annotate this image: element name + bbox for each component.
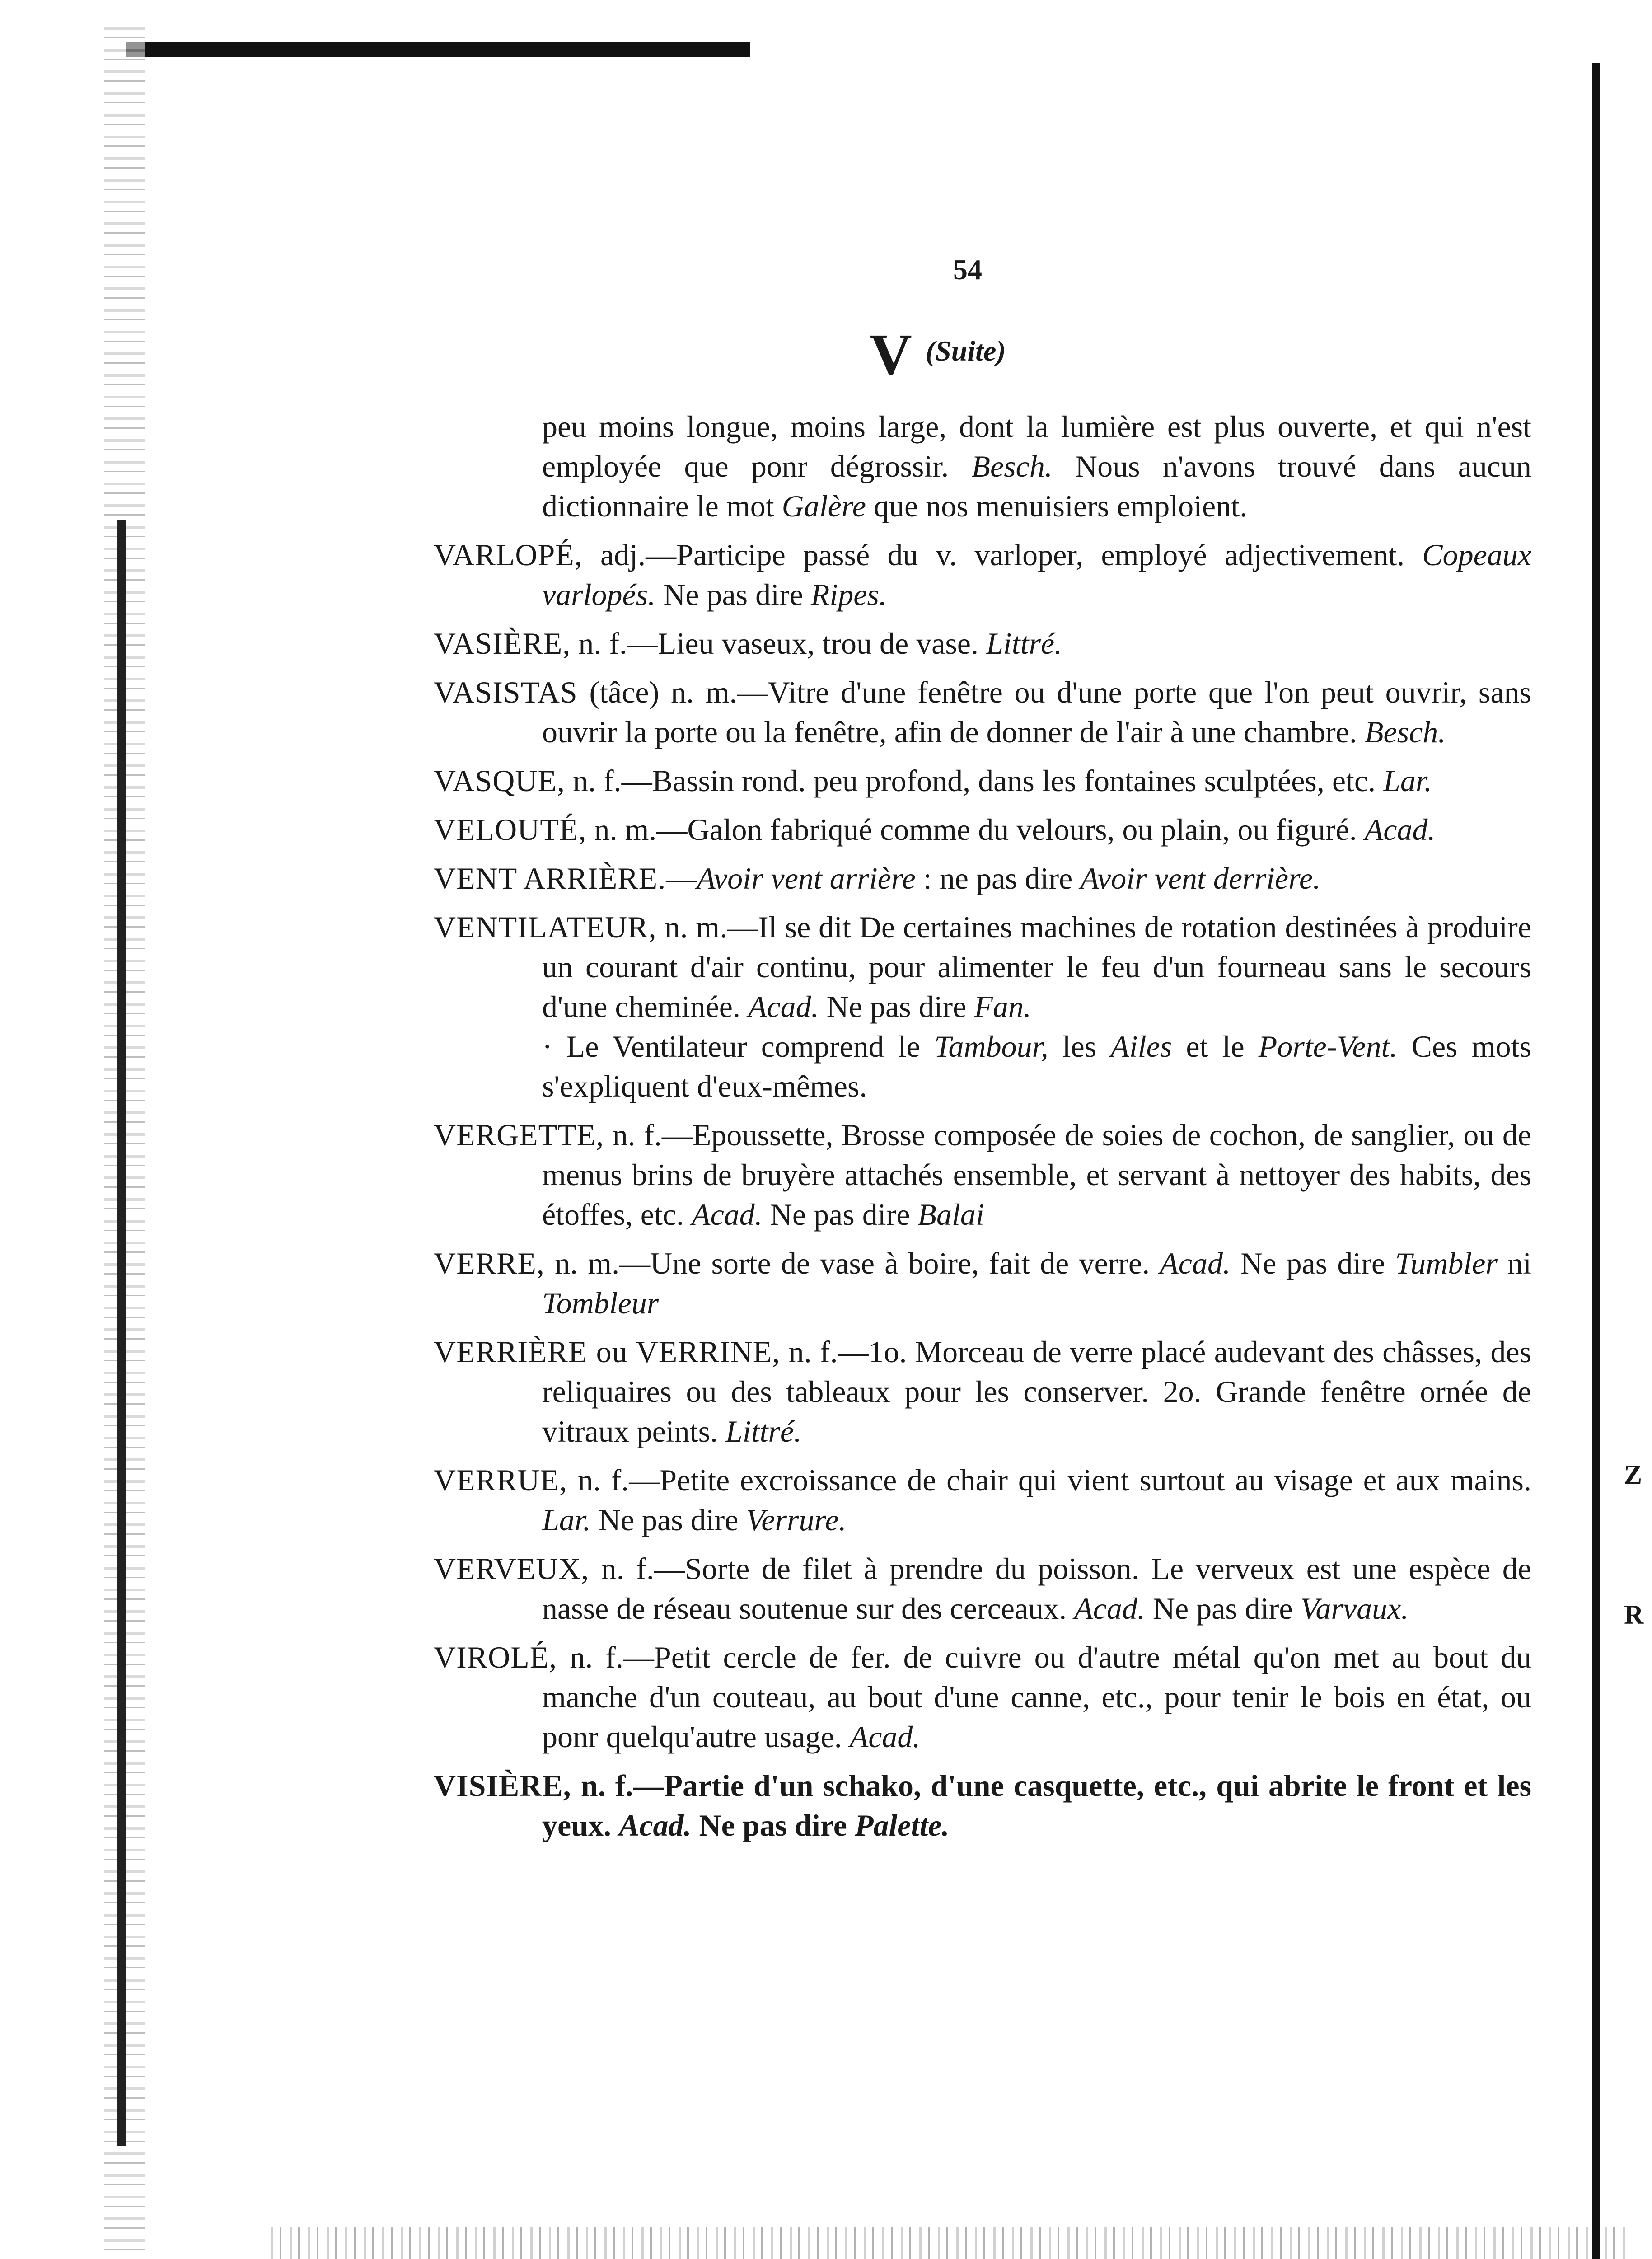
entry-headword: VENT ARRIÈRE. (434, 861, 666, 895)
entry-headword: VERGETTE, (434, 1118, 604, 1152)
dictionary-entry: VASIÈRE, n. f.—Lieu vaseux, trou de vase. Littré. (434, 626, 1062, 661)
dictionary-entry: VERGETTE, n. f.—Epoussette, Brosse composée de soies de cochon, de sanglier, ou de menus brins de bruyère attachés ensemble, et servant à nettoyer des habits, des étoffes, etc. Acad. Ne pas dire Balai (434, 1118, 1531, 1232)
entry-headword: VISIÈRE, (434, 1768, 571, 1803)
scan-artifact-bottom-edge (271, 2227, 1626, 2259)
entry-headword: VIROLÉ, (434, 1640, 557, 1674)
entry-headword: VARLOPÉ, (434, 538, 583, 572)
dictionary-entry: VARLOPÉ, adj.—Participe passé du v. varloper, employé adjectivement. Copeaux varlopés. Ne pas dire Ripes. (434, 538, 1531, 612)
side-letter-r: R (1624, 1600, 1644, 1630)
dictionary-entry: VERRUE, n. f.—Petite excroissance de chair qui vient surtout au visage et aux mains. Lar. Ne pas dire Verrure. (434, 1463, 1531, 1537)
entry-headword: VASQUE, (434, 764, 566, 798)
scan-artifact-left-rule (117, 520, 126, 2146)
page-number: 54 (953, 253, 982, 286)
entry-headword: VERRE, (434, 1246, 545, 1280)
entry-headword: VELOUTÉ, (434, 812, 587, 847)
scan-artifact-top-bar (126, 42, 750, 57)
dictionary-entry: VELOUTÉ, n. m.—Galon fabriqué comme du velours, ou plain, ou figuré. Acad. (434, 812, 1436, 847)
dictionary-entry: VASQUE, n. f.—Bassin rond. peu profond, dans les fontaines sculptées, etc. Lar. (434, 764, 1432, 798)
dictionary-entry: peu moins longue, moins large, dont la lumière est plus ouverte, et qui n'est employée que ponr dégrossir. Besch. Nous n'avons trouvé dans aucun dictionnaire le mot Galère que nos menuisiers emploient. (542, 409, 1531, 523)
entry-headword: VASISTAS (434, 675, 578, 709)
dictionary-entry: VERRE, n. m.—Une sorte de vase à boire, fait de verre. Acad. Ne pas dire Tumbler ni Tombleur (434, 1246, 1531, 1320)
dictionary-subentry: · Le Ventilateur comprend le Tambour, les Ailes et le Porte-Vent. Ces mots s'expliquent d'eux-mêmes. (542, 1029, 1531, 1103)
side-letter-z: Z (1624, 1460, 1643, 1490)
section-letter: V (870, 322, 912, 387)
dictionary-entry: VERRIÈRE ou VERRINE, n. f.—1o. Morceau de verre placé audevant des châsses, des reliquaires ou des tableaux pour les conserver. 2o. Grande fenêtre ornée de vitraux peints. Littré. (434, 1335, 1531, 1448)
dictionary-entry: VIROLÉ, n. f.—Petit cercle de fer. de cuivre ou d'autre métal qu'on met au bout du manche d'un couteau, au bout d'une canne, etc., pour tenir le bois en état, ou ponr quelqu'autre usage. Acad. (434, 1640, 1531, 1754)
dictionary-entry: VENTILATEUR, n. m.—Il se dit De certaines machines de rotation destinées à produire un courant d'air continu, pour alimenter le feu d'un fourneau sans le secours d'une cheminée. Acad. Ne pas dire Fan. (434, 910, 1531, 1024)
section-heading (870, 322, 1006, 387)
entry-headword: VASIÈRE, (434, 626, 571, 661)
dictionary-entry: VERVEUX, n. f.—Sorte de filet à prendre du poisson. Le verveux est une espèce de nasse de réseau soutenue sur des cerceaux. Acad. Ne pas dire Varvaux. (434, 1551, 1531, 1626)
entry-headword: VENTILATEUR, (434, 910, 657, 944)
entry-headword: VERVEUX, (434, 1551, 590, 1586)
dictionary-entries (434, 407, 1531, 1854)
entry-headword: VERRIÈRE ou VERRINE, (434, 1335, 781, 1369)
entry-headword: VERRUE, (434, 1463, 567, 1497)
dictionary-entry: VASISTAS (tâce) n. m.—Vitre d'une fenêtre ou d'une porte que l'on peut ouvrir, sans ouvrir la porte ou la fenêtre, afin de donner de l'air à une chambre. Besch. (434, 675, 1531, 749)
section-suffix: (Suite) (925, 335, 1006, 367)
dictionary-entry: VENT ARRIÈRE.—Avoir vent arrière : ne pas dire Avoir vent derrière. (434, 861, 1321, 895)
dictionary-entry: VISIÈRE, n. f.—Partie d'un schako, d'une casquette, etc., qui abrite le front et les yeux. Acad. Ne pas dire Palette. (434, 1768, 1531, 1842)
right-margin-rule (1592, 63, 1600, 2259)
